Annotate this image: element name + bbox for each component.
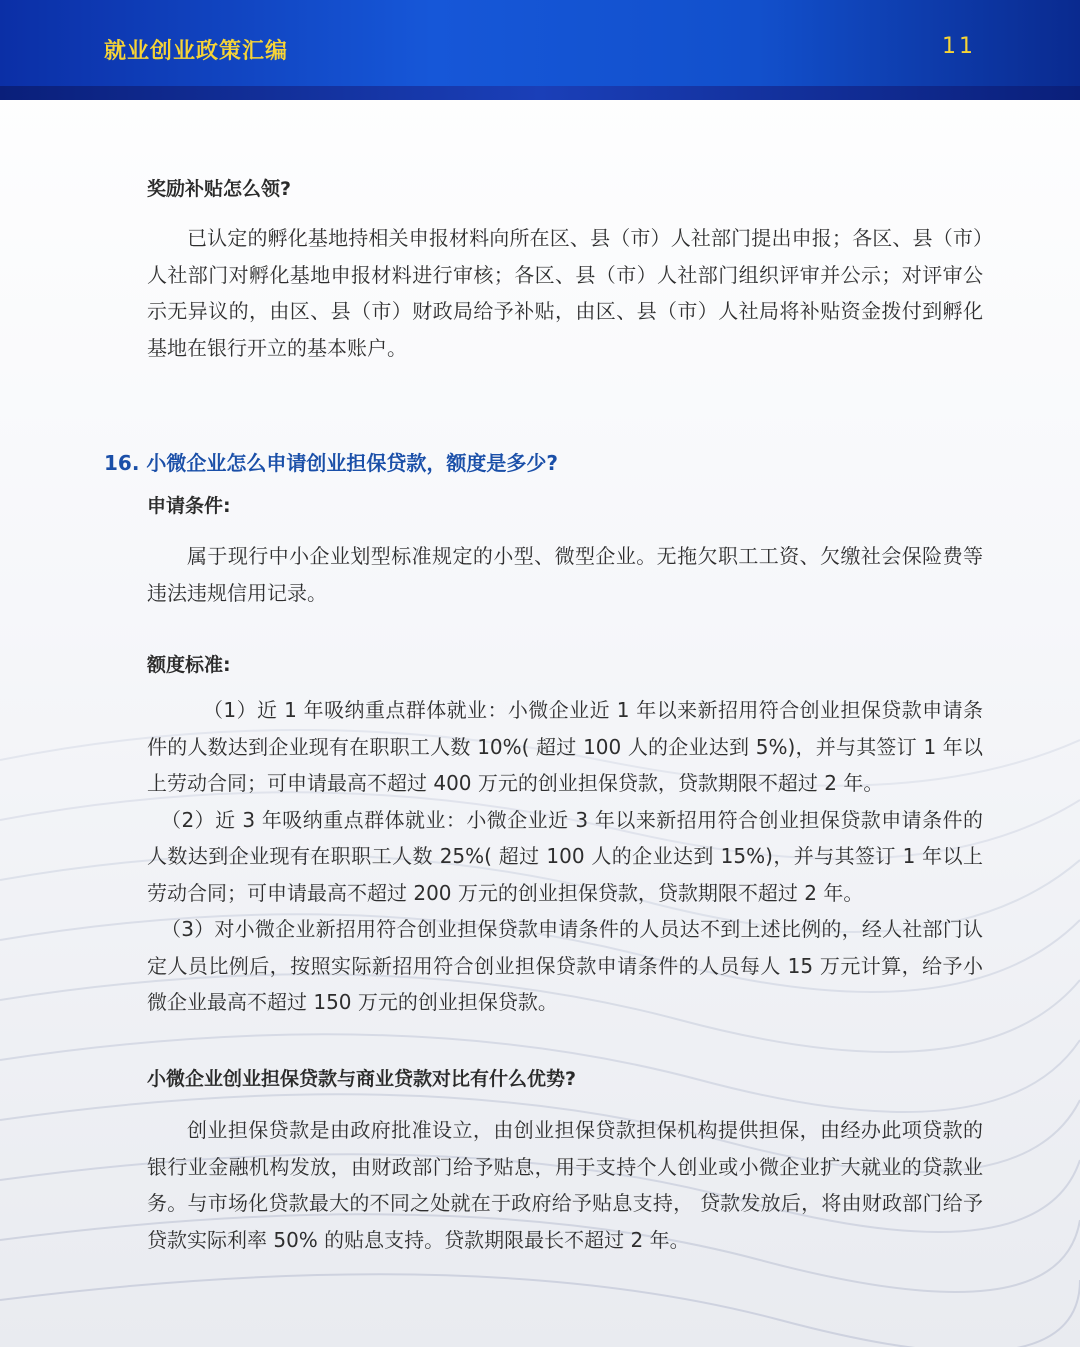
conditions-heading: 申请条件: — [147, 495, 231, 517]
limits-list — [147, 692, 983, 1021]
reward-heading: 奖励补贴怎么领? — [147, 178, 292, 200]
page-number: 11 — [942, 34, 976, 59]
limit-item-3: （3）对小微企业新招用符合创业担保贷款申请条件的人员达不到上述比例的，经人社部门认定人员比例后，按照实际新招用符合创业担保贷款申请条件的人员每人 15 万元计算，给予小微企业最高不超过 150 万元的创业担保贷款。 — [147, 917, 983, 1014]
advantage-heading: 小微企业创业担保贷款与商业贷款对比有什么优势? — [147, 1068, 577, 1090]
limit-item-2: （2）近 3 年吸纳重点群体就业：小微企业近 3 年以来新招用符合创业担保贷款申请条件的人数达到企业现有在职职工人数 25%( 超过 100 人的企业达到 15%)，并与其签订 1 年以上劳动合同；可申请最高不超过 200 万元的创业担保贷款，贷款期限不超过 2 年。 — [147, 807, 983, 905]
page-header — [0, 0, 1080, 100]
document-title: 就业创业政策汇编 — [104, 39, 289, 64]
limit-item-1: （1）近 1 年吸纳重点群体就业：小微企业近 1 年以来新招用符合创业担保贷款申请条件的人数达到企业现有在职职工人数 10%( 超过 100 人的企业达到 5%)，并与其签订 1 年以上劳动合同；可申请最高不超过 400 万元的创业担保贷款，贷款期限不超过 2 年。 — [147, 698, 983, 795]
question-16-title: 16. 小微企业怎么申请创业担保贷款，额度是多少? — [104, 451, 558, 475]
reward-body: 已认定的孵化基地持相关申报材料向所在区、县（市）人社部门提出申报；各区、县（市）人社部门对孵化基地申报材料进行审核；各区、县（市）人社部门组织评审并公示；对评审公示无异议的，由区、县（市）财政局给予补贴，由区、县（市）人社局将补贴资金拨付到孵化基地在银行开立的基本账户。 — [147, 226, 983, 360]
limits-heading: 额度标准: — [147, 654, 231, 676]
conditions-body: 属于现行中小企业划型标准规定的小型、微型企业。无拖欠职工工资、欠缴社会保险费等违法违规信用记录。 — [147, 544, 983, 605]
advantage-body: 创业担保贷款是由政府批准设立，由创业担保贷款担保机构提供担保，由经办此项贷款的银行业金融机构发放，由财政部门给予贴息，用于支持个人创业或小微企业扩大就业的贷款业务。与市场化贷款最大的不同之处就在于政府给予贴息支持， 贷款发放后，将由财政部门给予贷款实际利率 50% 的贴息支持。贷款期限最长不超过 2 年。 — [147, 1118, 983, 1252]
header-accent-band — [0, 86, 1080, 100]
